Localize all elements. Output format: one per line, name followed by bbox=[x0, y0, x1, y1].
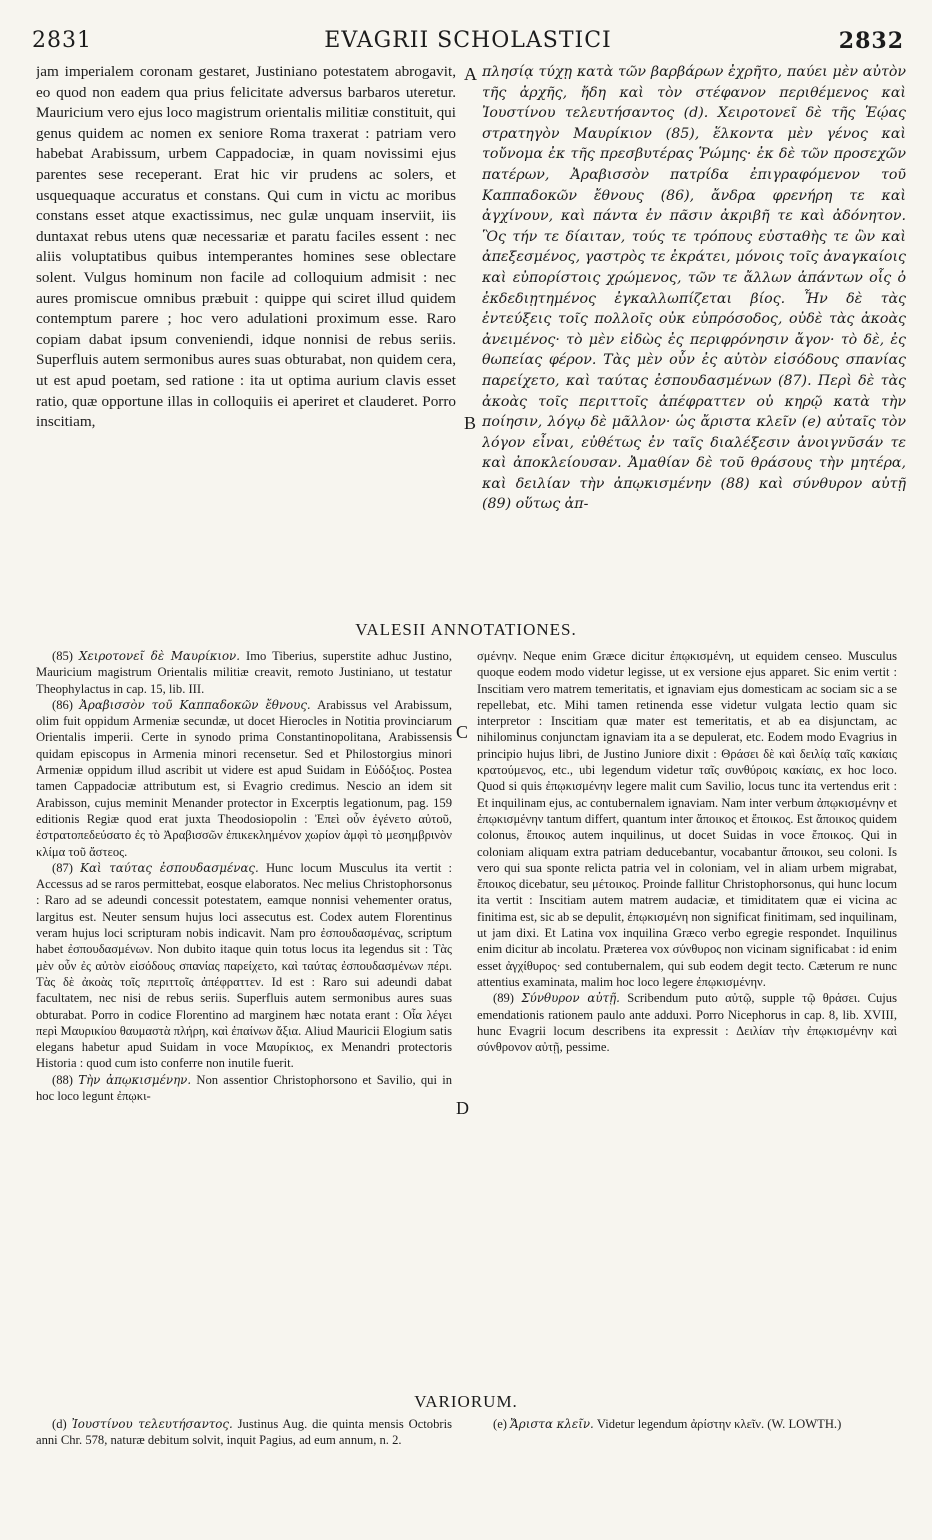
page-number-left: 2831 bbox=[32, 28, 92, 53]
annotation: (88) Τὴν ἀπῳκισμένην. Non assentior Christophorsono et Savilio, qui in hoc loco legunt ἐπῳκι- bbox=[36, 1072, 452, 1104]
annotation: (87) Καὶ ταύτας ἐσπουδασμένας. Hunc locum Musculus ita vertit : Accessus ad se raros permittebat, eosque elaboratos. Nec melius Christophorsonus : Raro ad se adeundi concessit potestatem, eamque nonnisi vehementer oratus, largitus est. Neuter sensum hujus loci assecutus est. Codex autem Florentinus veram hujus loci scripturam nobis indicavit. Nam pro ἐσπουδασμένας, scriptum habet ἐσπουδασμένων. Non dubito itaque quin totus locus ita legendus sit : Τὰς μὲν οὖν ἐς αὐτὸν εἰσόδους σπανίας παρείχετο, καὶ ταύτας ἐσπουδασμένων πέρι. Τὰς δὲ ἀκοὰς τοῖς περιττοῖς ἀπέφραττεν. Id est : Raro sui adeundi dabat facultatem, nec nisi de rebus seriis. Superfluis autem sermonibus aures suas obturabat. Porro in codice Florentino ad marginem hæc notata erant : Οἷα λέγει περὶ Μαυρικίου θαυμαστὰ πλήρη, καὶ ἐπαίνων ἄξια. Aliud Mauricii Elogium satis elegans habetur apud Suidam in voce Μαυρίκιος, ex Menandri protectoris Historia : quod cum isto conferre non inutile fuerit. bbox=[36, 860, 452, 1071]
annotation-continuation: σμένην. Neque enim Græce dicitur ἐπῳκισμένη, ut equidem censeo. Musculus quoque eodem modo videtur legisse, ut ex versione ejus apparet. Sic enim vertit : Inscitiam vero matrem temeritatis, et ignaviam ejus domesticam ac sociam sic a se repellebat, etc. Mihi tamen retinenda esse videtur vulgata lectio quam sic interpretor : Inscitiam quæ mater est temeritatis, et ab ea disjunctam, ac nihilominus conjunctam ignaviam ita a se depulerat, etc. Eodem modo Evagrius in principio hujus libri, de Justino Juniore dixit : Θράσει δὲ καὶ δειλίᾳ ταῖς κακίαις κρατούμενος, etc., ubi legendum videtur ταῖς συνθύροις κακίαις, ex hoc loco. Quod si quis ἐπῳκισμένην legere malit cum Savilio, locus tunc ita vertendus erit : Et inquilinam ejus, ac contubernalem ignaviam. Nam inter verbum ἀπῳκισμένην et ἐπῳκισμένην tantum differt, quantum inter ἄποικος et ἔποικος. Est ἄποικος quidem colonus, ἔποικος autem inquilinus, ut docet Suidas in voce ἔποικος. Qui in coloniam aliquam extra patriam deducebantur, vocabantur ἄποικοι, seu coloni. Is vero qui sua sponte relicta patria vel in coloniam, vel in aliam urbem migrabat, ἔποικος dicebatur, seu μέτοικος. Proinde fallitur Christophorsonus, qui hunc locum ita vertit : Inscitiam autem matrem audaciæ, et timiditatem quæ ei vicina ac finitima est, sic ab se depulit, ἐπῳκισμένη non significat finitimam, sed inquilinam, ut jam dixi. Et Latina vox inquilina Græco verbo egregie respondet. Inquilinus enim dicitur ab incolatu. Præterea vox σύνθυρος non vicinam significabat : id enim esset ἀγχίθυρος· sed contubernalem, qui sub eodem degit tecto. Cæterum re nunc attentius examinata, malim hoc loco legere ἐπῳκισμένην. bbox=[477, 649, 897, 989]
variorum-heading: VARIORUM. bbox=[414, 1392, 518, 1411]
annotation: (86) Ἀραβισσὸν τοῦ Καππαδοκῶν ἔθνους. Arabissus vel Arabissum, olim fuit oppidum Armeniæ secundæ, ut docet Hierocles in Notitia provinciarum Orientalis imperii. Certe in synodo prima Constantinopolitana, Arabissensis quidam episcopus in Armenia minori recensetur. Sed et Philostorgius minori Armeniæ oppidum illud ascribit ut videre est apud Suidam in Εὐδόξιος. Postea tamen Cappadociæ attributum est, si Evagrio credimus. Nescio an idem sit Arabisson, cujus meminit Menander protector in Excerptis legationum, pag. 159 editionis Regiæ quod erat juxta Theodosiopolin : Ἐπεὶ οὖν ἐγένετο αὐτοῦ, ἐστρατοπεδεύσατο ἐς τὸ Ἀραβισσῶν ἐπικεκλημένον χωρίον ἀμφὶ τὸ μεσημβρινὸν κλίμα τοῦ ἄστεος. bbox=[36, 697, 452, 859]
greek-main-text: πλησίᾳ τύχῃ κατὰ τῶν βαρβάρων ἐχρῆτο, παύει μὲν αὐτὸν τῆς ἀρχῆς, ἤδη καὶ τὸν στέφανον περιθέμενος καὶ Ἰουστίνου τελευτήσαντος (d). Χειροτονεῖ δὲ τῆς Ἑῴας στρατηγὸν Μαυρίκιον (85), ἕλκοντα μὲν γένος καὶ τοὔνομα ἐκ τῆς πρεσβυτέρας Ῥώμης· ἐκ δὲ τῶν προσεχῶν πατέρων, Ἀραβισσὸν πατρίδα ἐπιγραφόμενον τοῦ Καππαδοκῶν ἔθνους (86), ἄνδρα φρενήρη τε καὶ ἀγχίνουν, καὶ πάντα ἐν πᾶσιν ἀκριβῆ τε καὶ ἀδόνητον. Ὃς τήν τε δίαιταν, τούς τε τρόπους εὐσταθὴς τε ὢν καὶ ἀπεξεσμένος, γαστρὸς τε ἐκράτει, μόνοις τοῖς ἀναγκαίοις καὶ εὐπορίστοις χρώμενος, τῶν τε ἄλλων ἁπάντων οἷς ὁ ἐκδεδιῃτημένος ἐγκαλλωπίζεται βίος. Ἦν δὲ τὰς ἐντεύξεις τοῖς πολλοῖς οὐκ εὐπρόσοδος, οὐδὲ τὰς ἀκοὰς ἀνειμένος· τὸ μὲν εἰδὼς ἐς περιφρόνησιν ἄγον· τὸ δὲ, ἐς θωπείας φέρον. Τὰς μὲν οὖν ἐς αὐτὸν εἰσόδους σπανίας παρείχετο, καὶ ταύτας ἐσπουδασμένων (87). Περὶ δὲ τὰς ἀκοὰς τοῖς περιττοῖς ἀπέφραττεν οὐ κηρῷ κατὰ τὴν ποίησιν, λόγῳ δὲ μᾶλλον· ὡς ἄριστα κλεῖν (e) αὐταῖς τὸν λόγον εἶναι, εὐθέτως ἐν ταῖς διαλέξεσιν ἀνοιγνῦσάν τε καὶ ἀποκλείουσαν. Ἀμαθίαν δὲ τοῦ θράσους τὴν μητέρα, καὶ δειλίαν τὴν ἀπῳκισμένην (88) καὶ σύνθυρον αὐτῇ (89) οὕτως ἀπ- bbox=[482, 64, 906, 513]
variorum-note: (e) Ἄριστα κλεῖν. Videtur legendum ἀρίστην κλεῖν. (W. LOWTH.) bbox=[493, 1417, 842, 1431]
running-header bbox=[32, 28, 904, 58]
latin-main-text: jam imperialem coronam gestaret, Justiniano potestatem abrogavit, eo quod non eadem qua prius felicitate adversus barbaros uteretur. Mauricium vero ejus loco magistrum orientalis militiæ constituit, qui genus quidem ac nomen ex seniore Roma traxerat : patriam vero habebat Arabissum, urbem Cappadociæ, in quam novissimi ejus parentes sese receperant. Erat hic vir prudens ac solers, et usquequaque accuratus et constans. Qui cum in victu ac moribus constans esset atque exactissimus, nec gulæ unquam inserviit, iis duntaxat rebus utens quæ necessariæ et paratu faciles essent : nec aliis voluptatibus quibus intemperantes homines sese oblectare solent. Vulgus hominum non facile ad colloquium admisit : nec aures promiscue omnibus præbuit : quippe qui sciret illud quidem contemptum parere ; hoc vero adulationi proximum esse. Raro copiam dabat ipsum conveniendi, idque nonnisi de rebus seriis. Superfluis autem sermonibus aures suas obturabat, non quidem cera, ut est apud poetam, sed ratione : ita ut optima aurium clavis esset ratio, quæ opportune illas in colloquiis ei aperiret et clauderet. Porro inscitiam, bbox=[36, 63, 456, 431]
margin-mark-a: A bbox=[464, 64, 477, 84]
running-title: EVAGRII SCHOLASTICI bbox=[324, 28, 612, 53]
annotations-left-column bbox=[36, 648, 452, 1394]
annotation: (89) Σύνθυρον αὐτῇ. Scribendum puto αὐτῷ, supple τῷ θράσει. Cujus emendationis rationem paulo ante adduxi. Porro Nicephorus in cap. 8, lib. XVIII, hunc Evagrii locum describens ita expressit : Δειλίαν τὴν ἐπῳκισμένην καὶ σύνθρονον αὐτῇ, pessime. bbox=[477, 991, 897, 1055]
margin-mark-b: B bbox=[464, 413, 477, 433]
variorum-right bbox=[477, 1416, 897, 1488]
annotations-right-column bbox=[477, 648, 897, 1394]
variorum-left bbox=[36, 1416, 452, 1488]
variorum-note: (d) Ἰουστίνου τελευτήσαντος. Justinus Aug. die quinta mensis Octobris anni Chr. 578, naturæ debitum solvit, inquit Pagius, ad eum annum, n. 2. bbox=[36, 1417, 452, 1448]
margin-mark-c: C bbox=[456, 722, 469, 742]
annotation: (85) Χειροτονεῖ δὲ Μαυρίκιον. Imo Tiberius, superstite adhuc Justino, Mauricium magistrum Orientalis militiæ creavit, remoto Justiniano, ut testatur Theophylactus in cap. 15, lib. III. bbox=[36, 649, 452, 696]
page-number-right: 2832 bbox=[838, 28, 904, 54]
margin-mark-d: D bbox=[456, 1098, 469, 1118]
valesii-heading: VALESII ANNOTATIONES. bbox=[355, 620, 577, 639]
